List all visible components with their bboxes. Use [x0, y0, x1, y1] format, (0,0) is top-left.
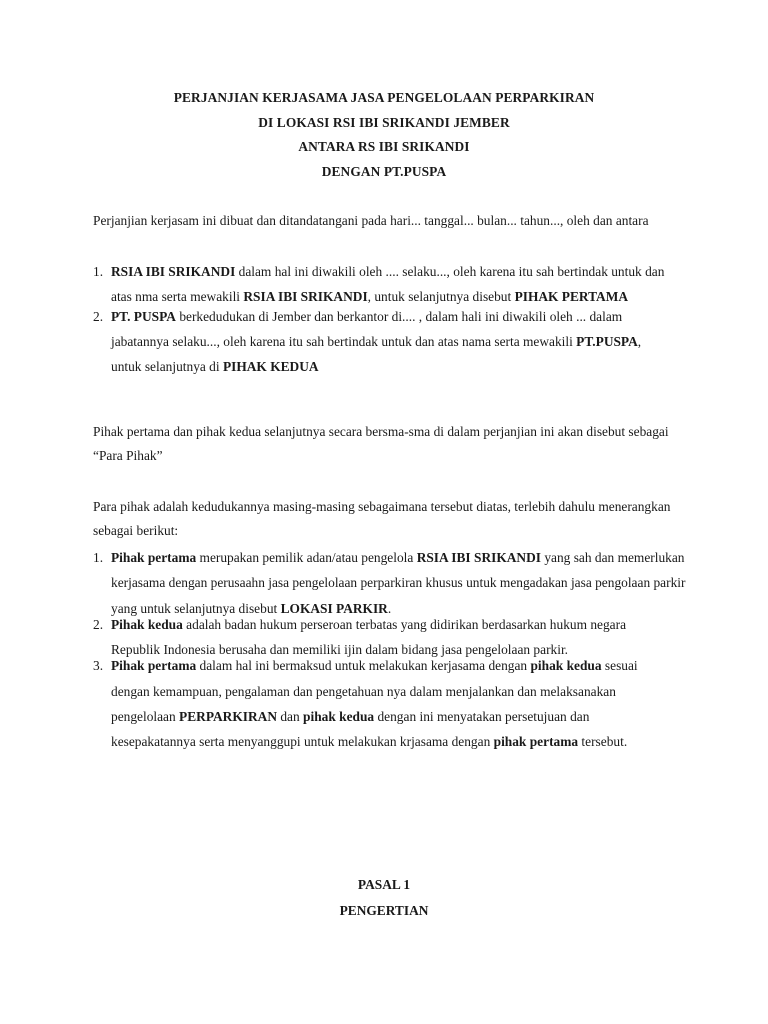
- point-subject: Pihak kedua: [111, 616, 183, 632]
- list-number: 1.: [93, 550, 104, 565]
- point-text: dalam hal ini bermaksud untuk melakukan kerjasama dengan: [196, 658, 531, 674]
- point-bold: PERPARKIRAN: [179, 709, 277, 725]
- point-bold: LOKASI PARKIR: [280, 600, 388, 616]
- parties-list: [93, 259, 693, 379]
- para-pihak-paragraph: Pihak pertama dan pihak kedua selanjutnya secara bersma-sma di dalam perjanjian ini akan disebut sebagai “Para Pihak”: [93, 424, 669, 464]
- point-text: yang sah dan memerlukan kerjasama dengan perusaahn jasa pengelolaan perparkiran khusus untuk mengadakan jasa pengolaan parkir yang untuk selanjutnya disebut: [111, 550, 686, 616]
- party-role: PIHAK PERTAMA: [514, 289, 629, 305]
- party-name: PT.PUSPA: [576, 333, 638, 349]
- point-bold: pihak kedua: [303, 709, 375, 725]
- point-item-1: [93, 545, 693, 621]
- title-line-3: ANTARA RS IBI SRIKANDI: [298, 139, 470, 154]
- point-text: .: [387, 600, 392, 616]
- party-name: PT. PUSPA: [111, 308, 176, 324]
- point-item-3: [93, 653, 693, 754]
- list-number: 3.: [93, 658, 104, 674]
- party-text: dalam hal ini diwakili oleh .... selaku..., oleh karena itu sah bertindak untuk dan atas nma serta mewakili: [111, 264, 665, 305]
- menerangkan-paragraph: Para pihak adalah kedudukannya masing-masing sebagaimana tersebut diatas, terlebih dahulu menerangkan sebagai berikut:: [93, 499, 671, 539]
- point-text: sesuai dengan kemampuan, pengalaman dan pengetahuan nya dalam menjalankan dan melaksanakan pengelolaan: [111, 658, 638, 725]
- pasal-heading: [0, 872, 768, 924]
- point-subject: Pihak pertama: [111, 550, 197, 565]
- list-number: 2.: [93, 308, 104, 324]
- points-list: [93, 545, 693, 755]
- document-title: [0, 86, 768, 184]
- point-text: merupakan pemilik adan/atau pengelola: [196, 550, 417, 565]
- pasal-title: PENGERTIAN: [339, 903, 429, 918]
- title-line-2: DI LOKASI RSI IBI SRIKANDI JEMBER: [258, 114, 510, 130]
- title-line-4: DENGAN PT.PUSPA: [321, 163, 447, 179]
- point-text: tersebut.: [578, 734, 628, 750]
- party-text: berkedudukan di Jember dan berkantor di.... , dalam hali ini diwakili oleh ... dalam jabatannya selaku..., oleh karena itu sah bertindak untuk dan atas nama serta mewakili: [111, 308, 623, 349]
- point-text: adalah badan hukum perseroan terbatas yang didirikan berdasarkan hukum negara Republik Indonesia berusaha dan memiliki ijin dalam bidang jasa pengelolaan parkir.: [111, 616, 627, 658]
- point-bold: pihak pertama: [493, 734, 579, 750]
- point-text: dan: [277, 709, 304, 725]
- intro-paragraph: Perjanjian kerjasam ini dibuat dan ditandatangani pada hari... tanggal... bulan... tahun..., oleh dan antara: [93, 213, 649, 228]
- party-item-2: [93, 304, 693, 380]
- party-text: , untuk selanjutnya di: [111, 333, 642, 375]
- party-item-1: [93, 259, 693, 310]
- party-name: RSIA IBI SRIKANDI: [243, 289, 368, 305]
- pasal-number: PASAL 1: [357, 877, 411, 892]
- point-text: dengan ini menyatakan persetujuan dan kesepakatannya serta menyanggupi untuk melakukan krjasama dengan: [111, 709, 590, 750]
- party-name: RSIA IBI SRIKANDI: [111, 264, 236, 279]
- party-role: PIHAK KEDUA: [222, 359, 319, 375]
- list-number: 1.: [93, 264, 104, 279]
- point-subject: Pihak pertama: [111, 658, 197, 674]
- party-text: , untuk selanjutnya disebut: [367, 289, 515, 305]
- point-bold: RSIA IBI SRIKANDI: [416, 550, 541, 565]
- point-bold: pihak kedua: [530, 658, 602, 674]
- list-number: 2.: [93, 616, 104, 632]
- title-line-1: PERJANJIAN KERJASAMA JASA PENGELOLAAN PERPARKIRAN: [173, 90, 595, 105]
